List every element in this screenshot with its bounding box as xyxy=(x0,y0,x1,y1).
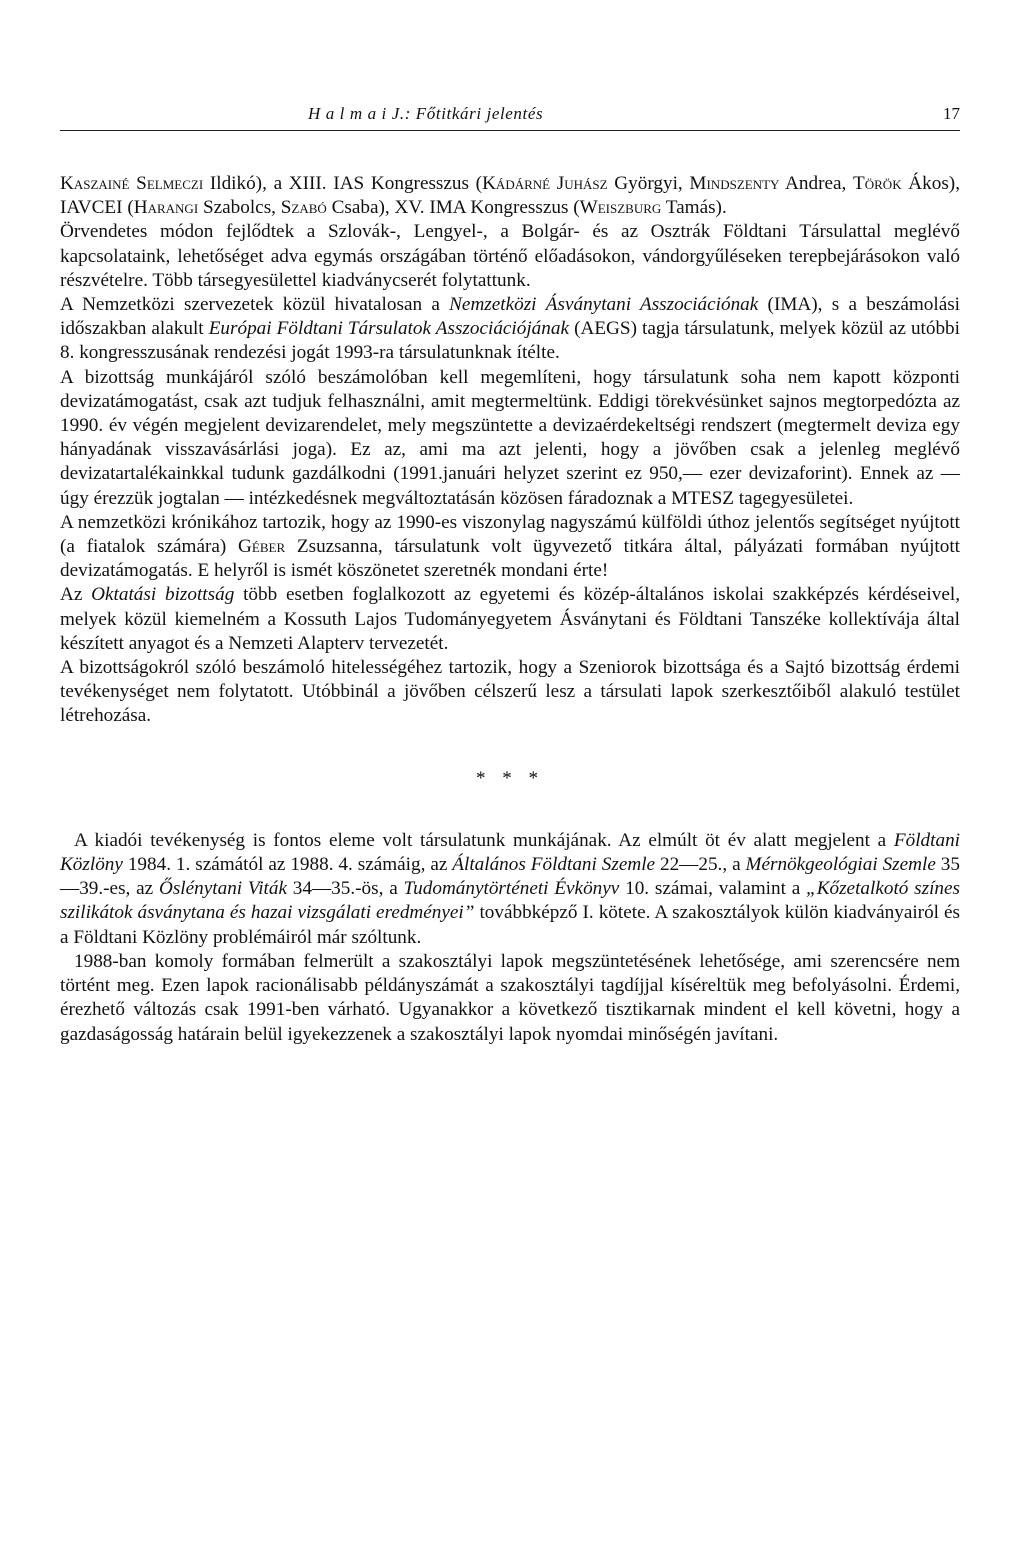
person-name: Weiszburg xyxy=(579,197,662,219)
paragraph-foreign-relations: Örvendetes módon fejlődtek a Szlovák-, Lengyel-, a Bolgár- és az Osztrák Földtani Társulattal meglévő kapcsolataink, lehetőséget adva egymás országában történő előadásokon, vándorgyűléseken terepbejárásokon való részvételre. Több társegyesülettel kiadványcserét folytattunk. xyxy=(60,221,960,291)
text-run: 22—25., a xyxy=(655,854,746,876)
person-name: Harangi xyxy=(133,197,199,219)
italic-term: Oktatási bizottság xyxy=(91,584,235,606)
paragraph-congress-delegates xyxy=(60,172,960,220)
text-run: Ákos), IAVCEI ( xyxy=(60,173,960,219)
paragraph-foreign-currency: A bizottság munkájáról szóló beszámolóban kell megemlíteni, hogy társulatunk soha nem kapott központi devizatámogatást, csak azt tudjuk felhasználni, amit megtermeltünk. Eddigi törekvésünket sajnos megtorpedózta az 1990. év végén megjelent devizarendelet, mely megszüntette a devizaérdekeltségi rendszert (megtermelt deviza egy hányadának visszavásárlási joga). Ez az, ami ma azt jelenti, hogy a jövőben csak a jelenleg meglévő devizatartalékainkkal tudunk gazdálkodni (1991.januári helyzet szerint ez 950,— ezer devizaforint). Ennek az — úgy érezzük jogtalan — intézkedésnek megváltoztatásán közösen fáradoznak a MTESZ tagegyesületei. xyxy=(60,366,960,509)
paragraph-education-committee xyxy=(60,583,960,656)
person-name: Géber xyxy=(238,536,286,558)
body-text xyxy=(60,172,960,1047)
text-run: (IMA), s a beszámolási időszakban alakult xyxy=(60,294,961,340)
text-run: 10. számai, valamint a xyxy=(619,878,807,900)
paragraph-committees-report: A bizottságokról szóló beszámoló hitelességéhez tartozik, hogy a Szeniorok bizottsága és a Sajtó bizottság érdemi tevékenységet nem folytatott. Utóbbinál a jövőben célszerű lesz a társulati lapok szerkesztőiből alakuló testület létrehozása. xyxy=(60,657,960,727)
text-run: Szabolcs, xyxy=(198,197,281,219)
person-name: Kádárné Juhász xyxy=(482,173,608,194)
journal-title: Tudománytörténeti Évkönyv xyxy=(403,878,620,900)
text-run: Ildikó), a XIII. IAS Kongresszus ( xyxy=(203,173,483,194)
text-run: 34—35.-ös, a xyxy=(287,878,404,900)
text-run: 35—39.-es, az xyxy=(60,854,960,900)
section-separator: * * * xyxy=(476,767,544,789)
journal-title: Őslénytani Viták xyxy=(158,878,287,900)
person-name: Szabó xyxy=(280,197,327,219)
text-run: Andrea, xyxy=(779,173,854,194)
page-number: 17 xyxy=(943,104,960,123)
text-run: Az xyxy=(60,584,92,606)
text-run: A Nemzetközi szervezetek közül hivatalosan a xyxy=(60,294,450,316)
text-run: A kiadói tevékenység is fontos eleme volt társulatunk munkájának. Az elmúlt öt év alatt megjelent a xyxy=(74,829,894,851)
text-run: továbbképző I. kötete. A szakosztályok külön kiadványairól és a Földtani Közlöny problémáiról már szóltunk. xyxy=(60,902,960,948)
text-run: (AEGS) tagja társulatunk, melyek közül az utóbbi 8. kongresszusának rendezési jogát 1993-ra társulatunknak ítélte. xyxy=(60,318,960,364)
text-run: Csaba), XV. IMA Kongresszus ( xyxy=(326,197,580,219)
person-name: Kaszainé Selmeczi xyxy=(60,173,204,194)
paragraph-section-journals: 1988-ban komoly formában felmerült a szakosztályi lapok megszüntetésének lehetősége, ami szerencsére nem történt meg. Ezen lapok racionálisabb példányszámát a szakosztályi tagdíjjal kíséreltük meg befolyásolni. Érdemi, érezhető változás csak 1991-ben várható. Ugyanakkor a következő tisztikarnak mindent el kell követni, hogy a gazdaságosság határain belül igyekezzenek a szakosztályi lapok nyomdai minőségén javítani. xyxy=(60,950,960,1045)
text-run: Györgyi, xyxy=(607,173,690,194)
paragraph-publishing xyxy=(60,829,960,950)
text-run: Tamás). xyxy=(661,197,727,219)
journal-title: Általános Földtani Szemle xyxy=(452,854,656,876)
header-title: H a l m a i J.: Főtitkári jelentés xyxy=(308,104,544,123)
journal-title: Földtani Közlöny xyxy=(60,829,960,876)
journal-title: Mérnökgeológiai Szemle xyxy=(745,854,936,876)
text-run: A nemzetközi krónikához tartozik, hogy az 1990-es viszonylag nagyszámú külföldi úthoz jelentős segítséget nyújtott (a fiatalok számára) xyxy=(60,511,960,558)
document-page xyxy=(60,0,960,1556)
book-title: „Kőzetalkotó színes szilikátok ásványtana és hazai vizsgálati eredményei” xyxy=(60,878,961,924)
text-run: Zsuzsanna, társulatunk volt ügyvezető titkára által, pályázati formában nyújtott devizatámogatás. E helyről is ismét köszönetet szeretnék mondani érte! xyxy=(60,536,960,582)
text-run: több esetben foglalkozott az egyetemi és közép-általános iskolai szakképzés kérdéseivel, melyek közül kiemelném a Kossuth Lajos Tudományegyetem Ásványtani és Földtani Tanszéke kollektívája által készített anyagot és a Nemzeti Alapterv tervezetét. xyxy=(60,584,960,654)
paragraph-travel-support xyxy=(60,511,960,584)
italic-term: Nemzetközi Ásványtani Asszociációnak xyxy=(449,294,759,316)
person-name: Mindszenty xyxy=(689,173,780,194)
paragraph-international-organizations xyxy=(60,293,960,366)
person-name: Török xyxy=(853,173,902,194)
running-header xyxy=(60,104,960,131)
italic-term: Európai Földtani Társulatok Asszociációjának xyxy=(208,318,569,340)
text-run: 1984. 1. számától az 1988. 4. számáig, az xyxy=(122,854,453,876)
